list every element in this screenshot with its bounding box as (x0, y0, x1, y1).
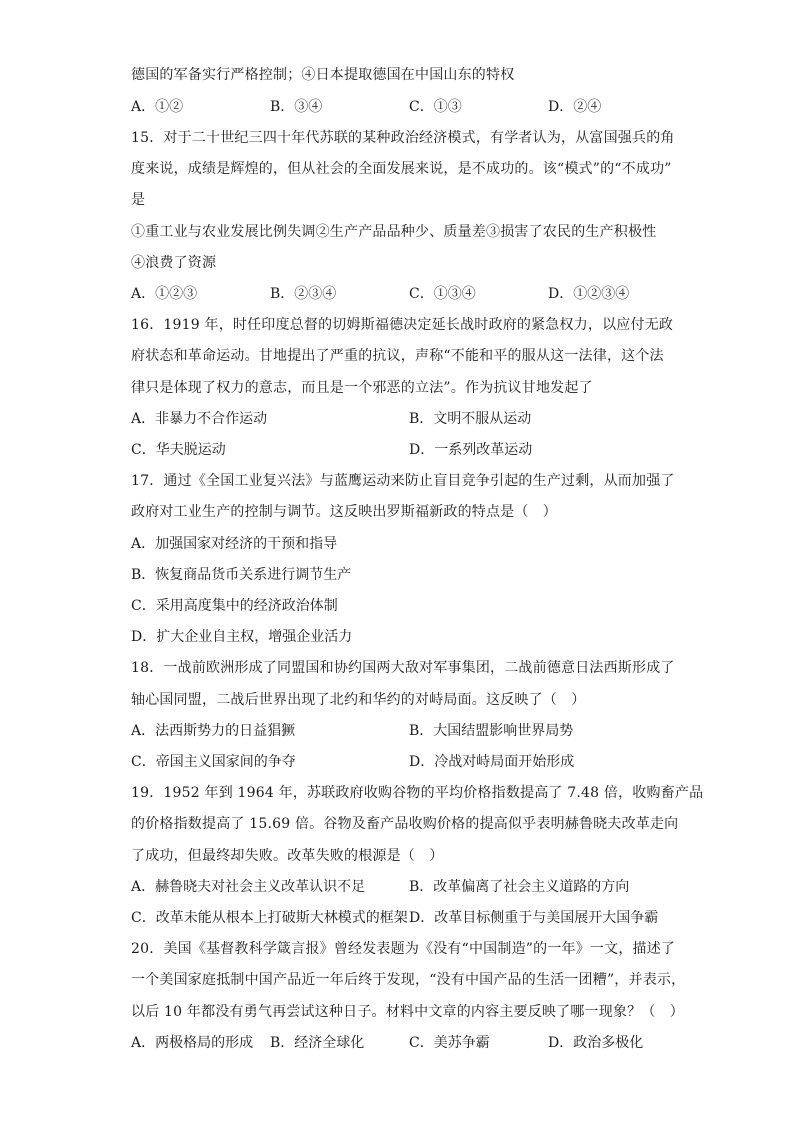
q18-stem-line: 轴心国同盟，二战后世界出现了北约和华约的对峙局面。这反映了（ ） (131, 692, 586, 708)
q15-stem-line: ①重工业与农业发展比例失调②生产产品品种少、质量差③损害了农民的生产积极性 (131, 224, 657, 240)
q17-stem-line: 17．通过《全国工业复兴法》与蓝鹰运动来防止盲目竞争引起的生产过剩，从而加强了 (131, 473, 675, 489)
q15-option-d: D．①②③④ (548, 286, 630, 302)
q15-stem-line: 15．对于二十世纪三四十年代苏联的某种政治经济模式，有学者认为，从富国强兵的角 (131, 130, 675, 146)
q20-option-d: D．政治多极化 (548, 1035, 644, 1051)
q18-option-b: B．大国结盟影响世界局势 (409, 723, 574, 739)
q20-stem-line: 20．美国《基督教科学箴言报》曾经发表题为《没有“中国制造”的一年》一文，描述了 (131, 941, 676, 957)
q20-stem-line: 以后 10 年都没有勇气再尝试这种日子。材料中文章的内容主要反映了哪一现象？（ ） (131, 1004, 684, 1020)
q15-stem-line: 是 (131, 192, 146, 208)
q17-option-a: A．加强国家对经济的干预和指导 (131, 536, 338, 552)
q15-option-c: C．①③④ (409, 286, 476, 302)
q16-stem-line: 16．1919 年，时任印度总督的切姆斯福德决定延长战时政府的紧急权力，以应付无政 (131, 317, 674, 333)
q14-option-c: C．①③ (409, 99, 462, 115)
q19-option-c: C．改革未能从根本上打破斯大林模式的框架 (131, 910, 408, 926)
q15-stem-line: ④浪费了资源 (131, 255, 217, 271)
q20-stem-line: 一个美国家庭抵制中国产品近一年后终于发现，“没有中国产品的生活一团糟”，并表示， (131, 972, 686, 988)
q19-stem-line: 了成功，但最终却失败。改革失败的根源是（ ） (131, 848, 444, 864)
q14-option-b: B．③④ (270, 99, 323, 115)
q15-option-b: B．②③④ (270, 286, 337, 302)
q15-option-a: A．①②③ (131, 286, 198, 302)
q20-option-c: C．美苏争霸 (409, 1035, 490, 1051)
q14-option-a: A．①② (131, 99, 184, 115)
q19-option-a: A．赫鲁晓夫对社会主义改革认识不足 (131, 879, 366, 895)
q18-option-c: C．帝国主义国家间的争夺 (131, 754, 296, 770)
q20-option-a: A．两极格局的形成 (131, 1035, 254, 1051)
q17-option-b: B．恢复商品货币关系进行调节生产 (131, 567, 352, 583)
q18-option-a: A．法西斯势力的日益猖獗 (131, 723, 296, 739)
q16-option-b: B．文明不服从运动 (409, 411, 532, 427)
q19-stem-line: 19．1952 年到 1964 年，苏联政府收购谷物的平均价格指数提高了 7.48 倍，收购畜产品 (131, 785, 704, 801)
q17-option-c: C．采用高度集中的经济政治体制 (131, 598, 338, 614)
q19-option-b: B．改革偏离了社会主义道路的方向 (409, 879, 630, 895)
q16-option-d: D．一系列改革运动 (409, 442, 533, 458)
q15-stem-line: 度来说，成绩是辉煌的，但从社会的全面发展来说，是不成功的。该“模式”的“不成功” (131, 161, 672, 177)
q14-text: 德国的军备实行严格控制；④日本提取德国在中国山东的特权 (131, 67, 515, 83)
q20-option-b: B．经济全球化 (270, 1035, 365, 1051)
q17-stem-line: 政府对工业生产的控制与调节。这反映出罗斯福新政的特点是（ ） (131, 504, 557, 520)
q18-option-d: D．冷战对峙局面开始形成 (409, 754, 575, 770)
q16-stem-line: 律只是体现了权力的意志，而且是一个邪恶的立法”。作为抗议甘地发起了 (131, 380, 593, 396)
q16-option-c: C．华夫脱运动 (131, 442, 226, 458)
q17-option-d: D．扩大企业自主权，增强企业活力 (131, 629, 353, 645)
q18-stem-line: 18．一战前欧洲形成了同盟国和协约国两大敌对军事集团，二战前德意日法西斯形成了 (131, 660, 675, 676)
q14-option-d: D．②④ (548, 99, 602, 115)
q16-stem-line: 府状态和革命运动。甘地提出了严重的抗议，声称“不能和平的服从这一法律，这个法 (131, 348, 664, 364)
q19-stem-line: 的价格指数提高了 15.69 倍。谷物及畜产品收购价格的提高似乎表明赫鲁晓夫改革走向 (131, 816, 679, 832)
q19-option-d: D．改革目标侧重于与美国展开大国争霸 (409, 910, 659, 926)
q16-option-a: A．非暴力不合作运动 (131, 411, 268, 427)
